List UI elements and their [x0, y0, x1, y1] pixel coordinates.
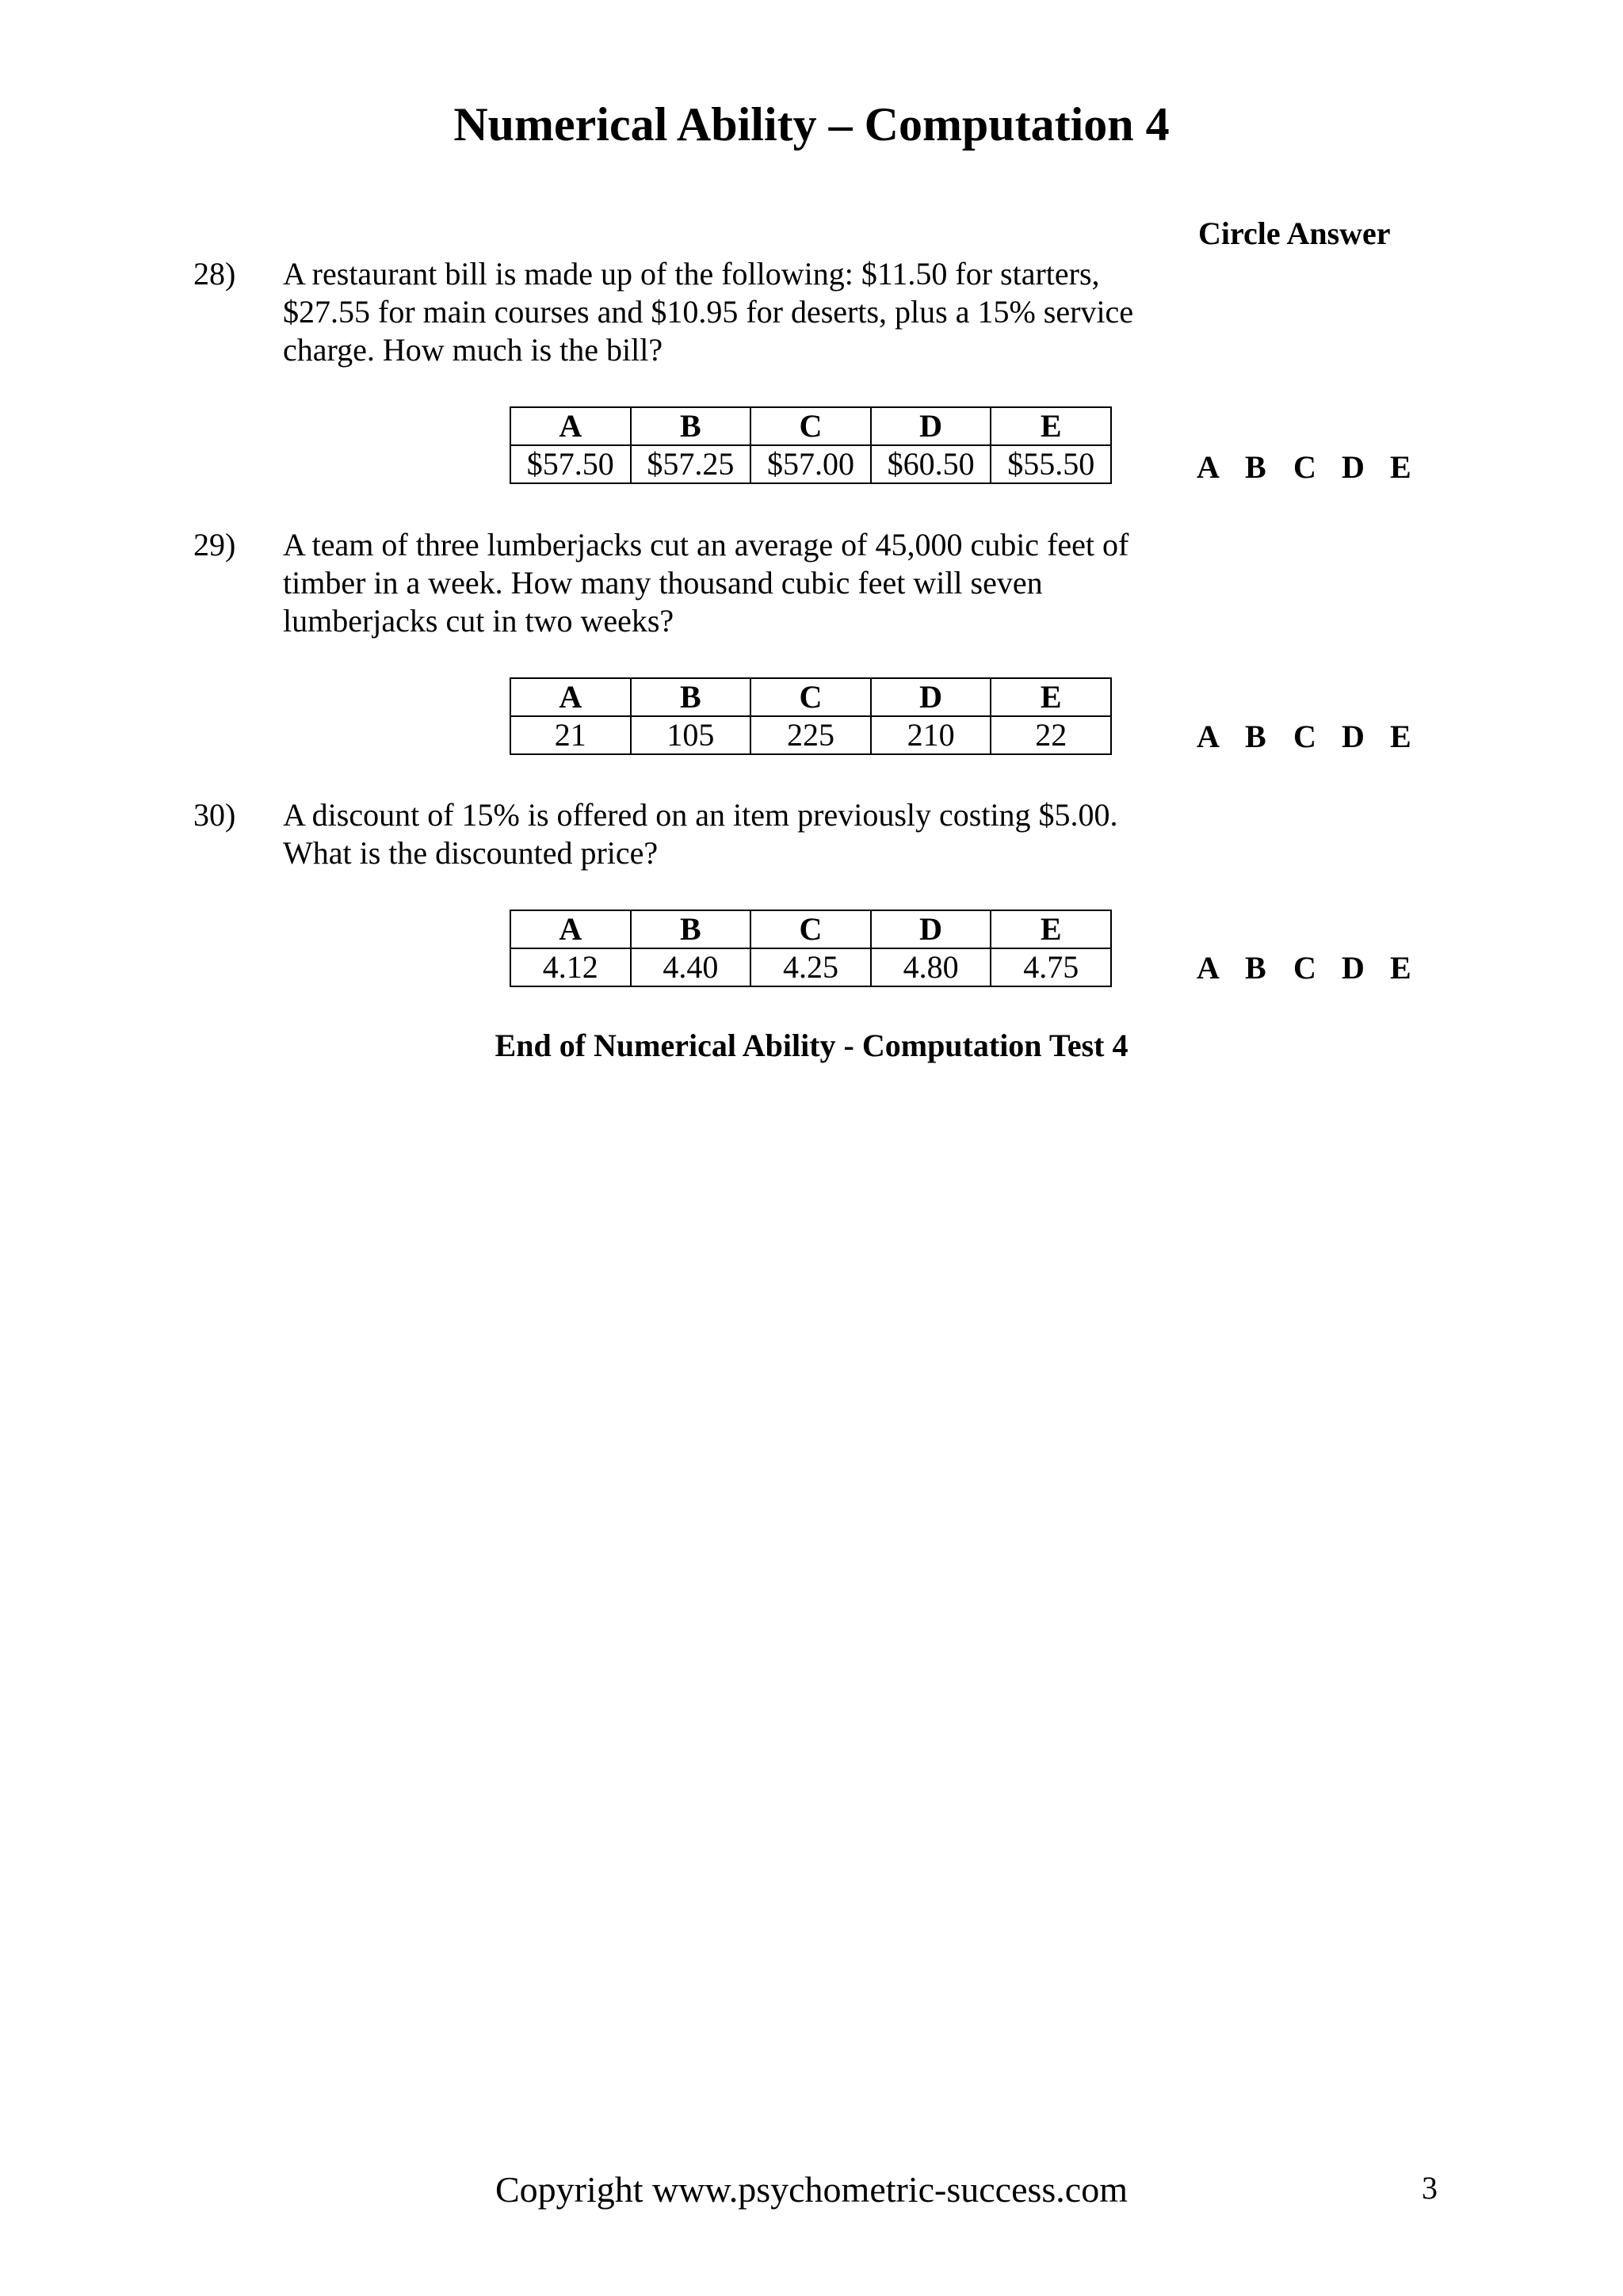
answer-choice-a[interactable]: A	[1197, 719, 1220, 754]
question-line: A team of three lumberjacks cut an average of 45,000 cubic feet of	[283, 527, 1129, 563]
question-line: A restaurant bill is made up of the following: $11.50 for starters,	[283, 256, 1100, 292]
question-line: A discount of 15% is offered on an item previously costing $5.00.	[283, 797, 1118, 833]
option-value: 21	[510, 716, 631, 754]
question-number: 30)	[193, 797, 236, 833]
option-value: 105	[631, 716, 751, 754]
option-value: $57.00	[750, 445, 871, 483]
question-line: timber in a week. How many thousand cubic feet will seven	[283, 565, 1043, 601]
options-table	[510, 406, 1112, 484]
option-letter: E	[991, 407, 1111, 445]
option-letter: A	[510, 407, 631, 445]
answer-choice-c[interactable]: C	[1293, 449, 1316, 485]
answer-choices	[1197, 718, 1438, 756]
option-value: 4.12	[510, 948, 631, 986]
option-value: $60.50	[871, 445, 991, 483]
answer-choice-e[interactable]: E	[1390, 449, 1411, 485]
option-letter: C	[750, 678, 871, 716]
option-letter: B	[631, 910, 751, 948]
option-value: 4.40	[631, 948, 751, 986]
options-table	[510, 910, 1112, 987]
option-letter: E	[991, 678, 1111, 716]
option-letter: A	[510, 678, 631, 716]
question-number: 28)	[193, 256, 236, 292]
option-letter: B	[631, 407, 751, 445]
answer-choice-e[interactable]: E	[1390, 950, 1411, 986]
question-line: $27.55 for main courses and $10.95 for deserts, plus a 15% service	[283, 294, 1134, 330]
answer-choices	[1197, 448, 1438, 486]
option-letter: D	[871, 910, 991, 948]
question-text	[283, 526, 1186, 640]
page-number: 3	[1422, 2170, 1438, 2206]
option-value: 210	[871, 716, 991, 754]
answer-choice-d[interactable]: D	[1342, 449, 1365, 485]
answer-choice-b[interactable]: B	[1245, 950, 1266, 986]
option-letter: B	[631, 678, 751, 716]
option-value: 4.80	[871, 948, 991, 986]
answer-choice-c[interactable]: C	[1293, 719, 1316, 754]
answer-choice-c[interactable]: C	[1293, 950, 1316, 986]
answer-choice-b[interactable]: B	[1245, 719, 1266, 754]
answer-choice-d[interactable]: D	[1342, 950, 1365, 986]
option-letter: D	[871, 678, 991, 716]
option-value: $57.25	[631, 445, 751, 483]
question-line: lumberjacks cut in two weeks?	[283, 603, 674, 639]
answer-choice-a[interactable]: A	[1197, 449, 1220, 485]
circle-answer-header: Circle Answer	[1198, 215, 1391, 251]
option-letter: A	[510, 910, 631, 948]
question-text	[283, 796, 1186, 872]
answer-choice-d[interactable]: D	[1342, 719, 1365, 754]
page-title: Numerical Ability – Computation 4	[453, 98, 1170, 151]
option-value: $55.50	[991, 445, 1111, 483]
answer-choice-a[interactable]: A	[1197, 950, 1220, 986]
question-text	[283, 255, 1186, 369]
option-value: 225	[750, 716, 871, 754]
question-line: charge. How much is the bill?	[283, 332, 663, 368]
question-line: What is the discounted price?	[283, 835, 659, 871]
copyright-footer: Copyright www.psychometric-success.com	[495, 2169, 1128, 2210]
option-letter: E	[991, 910, 1111, 948]
option-letter: D	[871, 407, 991, 445]
answer-choices	[1197, 949, 1438, 987]
option-value: 4.75	[991, 948, 1111, 986]
answer-choice-b[interactable]: B	[1245, 449, 1266, 485]
option-value: 4.25	[750, 948, 871, 986]
option-value: 22	[991, 716, 1111, 754]
end-of-test-note: End of Numerical Ability - Computation Test 4	[495, 1028, 1128, 1063]
option-letter: C	[750, 407, 871, 445]
option-letter: C	[750, 910, 871, 948]
option-value: $57.50	[510, 445, 631, 483]
answer-choice-e[interactable]: E	[1390, 719, 1411, 754]
options-table	[510, 677, 1112, 755]
question-number: 29)	[193, 527, 236, 563]
